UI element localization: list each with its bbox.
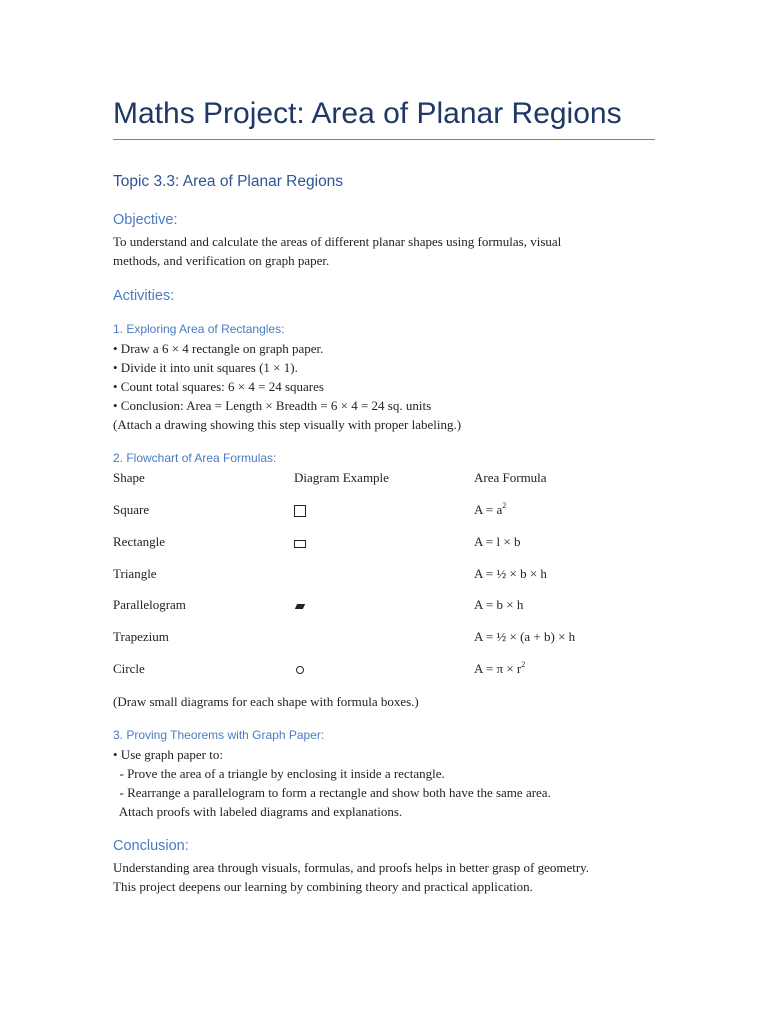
topic-heading: Topic 3.3: Area of Planar Regions bbox=[113, 173, 344, 190]
title-divider bbox=[113, 139, 655, 140]
parallelogram-icon bbox=[295, 604, 305, 609]
circle-icon bbox=[296, 666, 304, 674]
shape-name: Square bbox=[113, 502, 150, 517]
section2-note: (Draw small diagrams for each shape with formula boxes.) bbox=[113, 694, 419, 709]
area-formula: $A = \pi \times r^2$ bbox=[474, 660, 526, 676]
shape-name: Circle bbox=[113, 661, 145, 676]
section1-line: (Attach a drawing showing this step visually with proper labeling.) bbox=[113, 417, 462, 432]
section1-line: • Conclusion: Area = Length × Breadth = 6 × 4 = 24 sq. units bbox=[113, 398, 432, 413]
conclusion-heading: Conclusion: bbox=[113, 838, 189, 854]
shape-name: Parallelogram bbox=[113, 597, 186, 612]
area-formula: A = l × b bbox=[474, 534, 521, 549]
column-header-diagram: Diagram Example bbox=[294, 470, 389, 485]
objective-line: methods, and verification on graph paper. bbox=[113, 253, 330, 268]
objective-heading: Objective: bbox=[113, 212, 178, 228]
activities-heading: Activities: bbox=[113, 288, 175, 304]
shape-name: Trapezium bbox=[113, 629, 169, 644]
column-header-shape: Shape bbox=[113, 470, 145, 485]
column-header-formula: Area Formula bbox=[474, 470, 547, 485]
area-formula: A = ½ × (a + b) × h bbox=[474, 629, 576, 644]
area-formula: A = ½ × b × h bbox=[474, 566, 547, 581]
section3-line: - Rearrange a parallelogram to form a rectangle and show both have the same area. bbox=[113, 785, 551, 800]
section3-line: - Prove the area of a triangle by enclosing it inside a rectangle. bbox=[113, 766, 445, 781]
section3-heading: 3. Proving Theorems with Graph Paper: bbox=[113, 728, 325, 742]
page-title: Maths Project: Area of Planar Regions bbox=[113, 97, 622, 130]
section1-line: • Draw a 6 × 4 rectangle on graph paper. bbox=[113, 341, 324, 356]
rectangle-icon bbox=[294, 540, 306, 548]
section3-line: • Use graph paper to: bbox=[113, 747, 223, 762]
conclusion-line: Understanding area through visuals, formulas, and proofs helps in better grasp of geometry. bbox=[113, 860, 590, 875]
section3-line: Attach proofs with labeled diagrams and explanations. bbox=[113, 804, 403, 819]
square-icon bbox=[294, 505, 306, 517]
objective-line: To understand and calculate the areas of different planar shapes using formulas, visual bbox=[113, 234, 562, 249]
section1-heading: 1. Exploring Area of Rectangles: bbox=[113, 322, 285, 336]
document-page bbox=[113, 0, 658, 1024]
section2-heading: 2. Flowchart of Area Formulas: bbox=[113, 451, 277, 465]
section1-line: • Divide it into unit squares (1 × 1). bbox=[113, 360, 298, 375]
shape-name: Triangle bbox=[113, 566, 157, 581]
shape-name: Rectangle bbox=[113, 534, 165, 549]
area-formula: $A = a^2$ bbox=[474, 501, 507, 517]
conclusion-line: This project deepens our learning by combining theory and practical application. bbox=[113, 879, 533, 894]
area-formula: A = b × h bbox=[474, 597, 524, 612]
section1-line: • Count total squares: 6 × 4 = 24 squares bbox=[113, 379, 324, 394]
